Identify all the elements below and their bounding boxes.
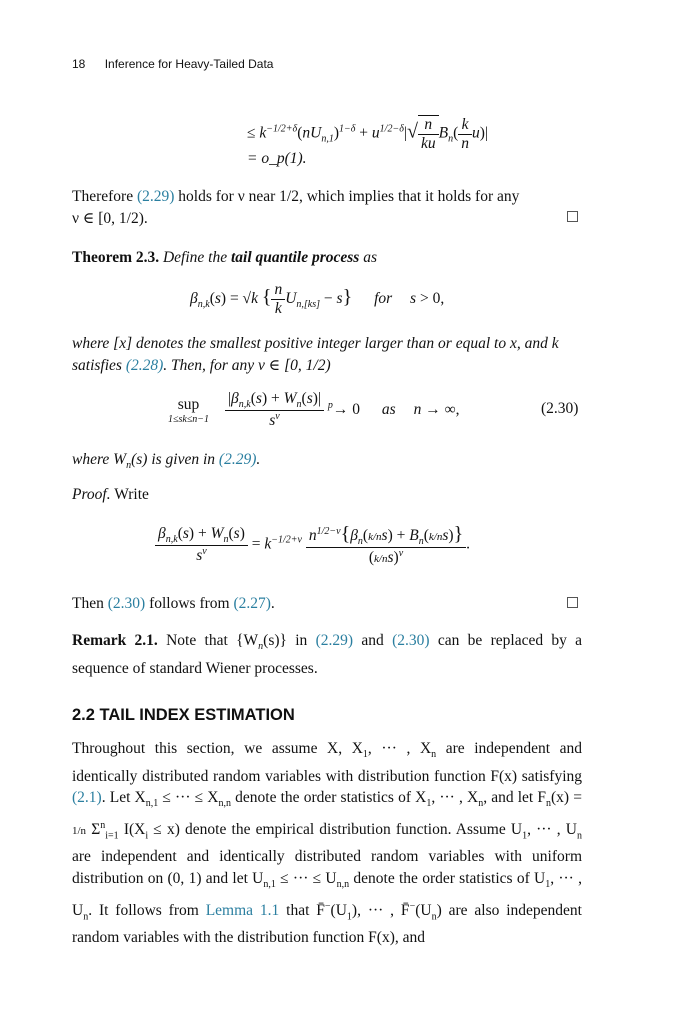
- section-title: 2.2 TAIL INDEX ESTIMATION: [72, 706, 295, 724]
- ref-2-30-link[interactable]: (2.30): [107, 595, 146, 612]
- paragraph-then: Then (2.30) follows from (2.27).: [72, 595, 275, 612]
- qed-box-2: [567, 597, 578, 608]
- ref-2-29-link[interactable]: (2.29): [136, 188, 175, 205]
- ref-2-29-link-2[interactable]: (2.29): [218, 451, 257, 468]
- remark-label: Remark 2.1.: [72, 632, 158, 649]
- proof-heading: Proof. Write: [72, 486, 149, 503]
- equation-proof: $\frac{\beta_{n,k}(s) + W_n(s)}{s^\nu}$ = $k^{-1/2+\nu}$ $\frac{n^{1/2-\nu}\{\beta_n(k/ns) + B_n(k/ns)\}}{(k/ns)^\nu}$ .: [155, 523, 470, 567]
- theorem-label: Theorem 2.3.: [72, 249, 160, 266]
- running-header: [72, 57, 273, 71]
- qed-box: [567, 211, 578, 222]
- ref-2-1-link[interactable]: (2.1): [72, 789, 102, 807]
- paragraph-wn-given: where $W_n(s)$ is given in (2.29).: [72, 451, 261, 472]
- lemma-1-1-link[interactable]: Lemma 1.1: [205, 901, 280, 919]
- remark-2-1: Remark 2.1. Note that $\{W_n(s)\}$ in (2.29) and (2.30) can be replaced by a sequence of standard Wiener processes.: [72, 632, 583, 677]
- equation-sup: sup 1≤sk≤n−1 $\frac{|\beta_{n,k}(s) + W_n(s)|}{s^\nu}$ $^p$→ 0 as n → ∞,: [168, 390, 460, 430]
- equation-op: = o_p(1).: [247, 150, 307, 167]
- paragraph-where: where [x] denotes the smallest positive integer larger than or equal to x, and k satisfies (2.28). Then, for any ν ∈ [0, 1/2): [72, 335, 559, 374]
- ref-2-30-link-2[interactable]: (2.30): [392, 632, 430, 649]
- equation-number-2-30: (2.30): [541, 400, 579, 417]
- page-number: 18: [72, 57, 86, 71]
- paragraph-body: Throughout this section, we assume X, $X_1$, ··· , $X_n$ are independent and identically distributed random variables with distribution function F(x) satisfying (2.1). Let $X_{n,1}$ ≤ ··· ≤ $X_{n,n}$ denote the order statistics of $X_1$, ··· , $X_n$, and let $F_n(x) = 1/n$ $\Sigma^n_{i=1}$ $I(X_i \le x)$ denote the empirical distribution function. Assume $U_1$, ··· , $U_n$ are independent and identically distributed random variables with uniform distribution on (0, 1) and let $U_{n,1}$ ≤ ··· ≤ $U_{n,n}$ denote the order statistics of $U_1$, ··· , $U_n$. It follows from Lemma 1.1 that $F̄^-(U_1)$, ··· , $F̄^-(U_n)$ are also independent random variables with the distribution function F(x), and: [72, 740, 582, 947]
- ref-2-27-link[interactable]: (2.27): [233, 595, 271, 612]
- equation-tail-quantile: $\beta_{n,k}(s) = √k$ { $\frac{n}{k}$ $U_{n,[ks]} - s$} for s > 0,: [190, 281, 445, 317]
- equation-inequality: ≤ $k^{-1/2+\delta}(nU_{n,1})^{1-\delta} + u^{1/2-\delta}|√$ $\frac{n}{ku}$ $B_n$( $\frac{k}{n}$ u)|: [247, 115, 488, 152]
- ref-2-29-link-3[interactable]: (2.29): [315, 632, 354, 649]
- running-title: Inference for Heavy-Tailed Data: [104, 57, 274, 71]
- paragraph-therefore: Therefore (2.29) holds for ν near 1/2, which implies that it holds for any ν ∈ [0, 1/2).: [72, 188, 520, 227]
- ref-2-28-link[interactable]: (2.28): [125, 356, 164, 374]
- theorem-2-3: Theorem 2.3. Define the tail quantile process as: [72, 249, 377, 266]
